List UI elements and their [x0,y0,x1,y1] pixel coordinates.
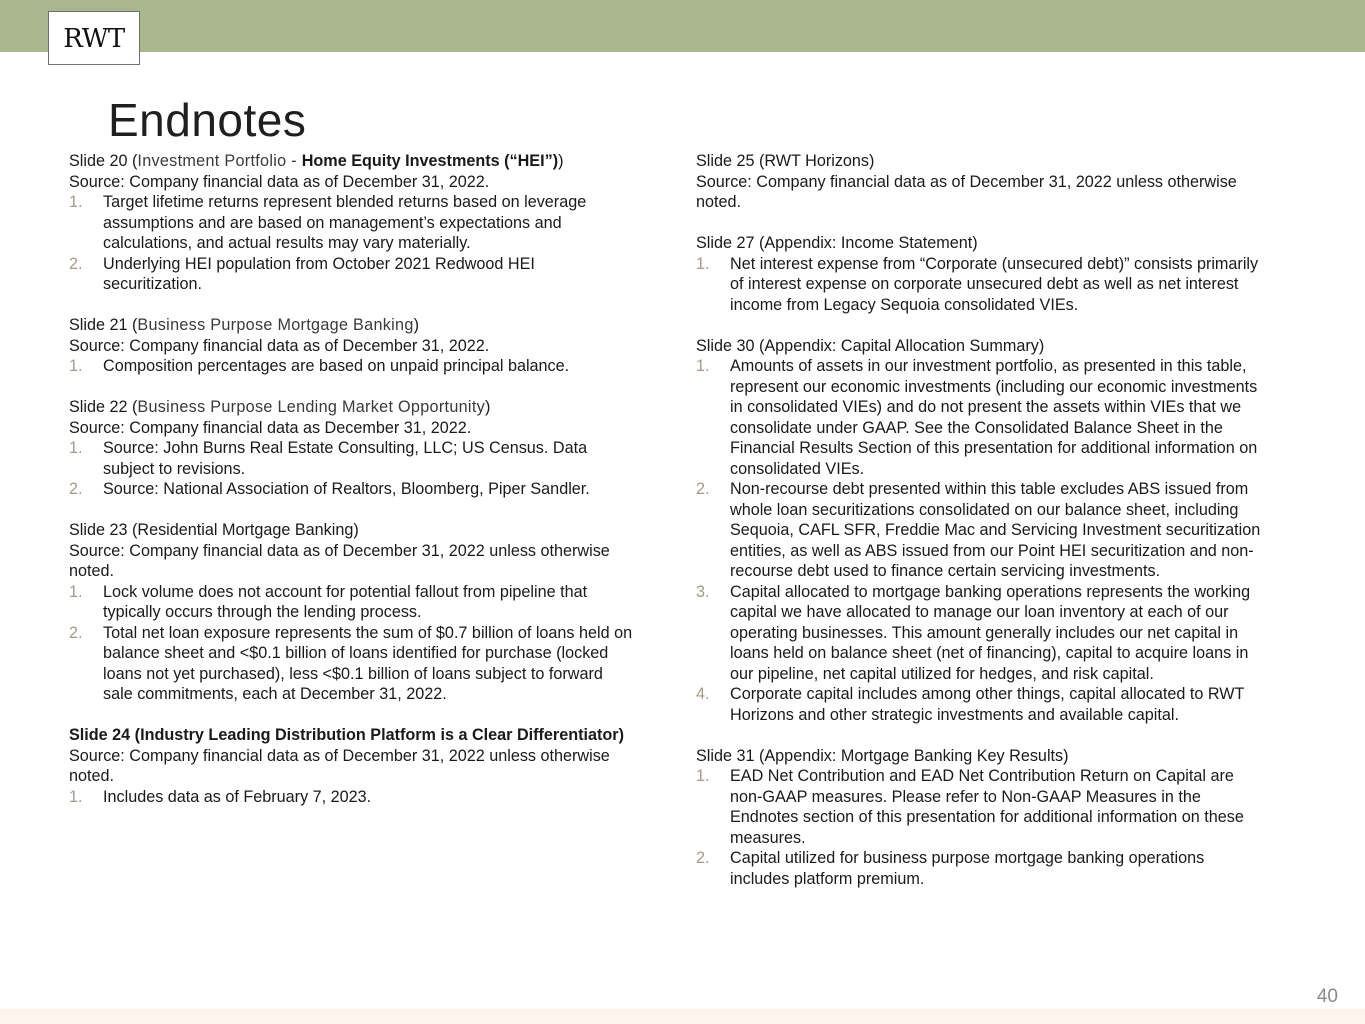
close-paren: ) [485,398,491,416]
note-number: 1. [69,357,83,375]
note-line: Horizons and other strategic investments and available capital. [730,705,1179,724]
notes-list [69,356,669,377]
note-line: operating businesses. This amount generally includes our net capital in [730,623,1239,642]
note-line: Target lifetime returns represent blended returns based on leverage [103,193,587,211]
endnote-slide-27 [696,233,1296,315]
note-line: Source: National Association of Realtors, Bloomberg, Piper Sandler. [103,480,590,498]
note-item [696,766,1296,848]
note-line: Sequoia, CAFL SFR, Freddie Mac and Servicing Investment securitization [730,521,1261,539]
note-line: Non-recourse debt presented within this table excludes ABS issued from [730,480,1249,498]
note-item [69,438,669,479]
note-number: 1. [696,254,710,273]
page-title: Endnotes [108,94,307,146]
note-line: our pipeline, net capital utilized for hedges, and risk capital. [730,664,1154,683]
note-line: balance sheet and <$0.1 billion of loans identified for purchase (locked [103,644,609,662]
note-line: non-GAAP measures. Please refer to Non-GAAP Measures in the [730,787,1201,806]
note-line: Net interest expense from “Corporate (unsecured debt)” consists primarily [730,254,1259,273]
slide-title-bold: Home Equity Investments (“HEI”) [301,152,559,170]
source-line: Source: Company financial data as of December 31, 2022. [69,172,490,191]
note-number: 2. [69,480,83,498]
slide-number: Slide 21 ( [69,316,138,334]
section-heading: Slide 24 (Industry Leading Distribution Platform is a Clear Differentiator) [69,726,624,744]
slide-number: Slide 22 ( [69,398,138,416]
notes-list [696,254,1296,316]
note-line: entities, as well as ABS issued from our Point HEI securitization and non- [730,541,1254,560]
slide-number: Slide 20 ( [69,152,138,170]
source-line: noted. [69,562,115,580]
note-line: Corporate capital includes among other things, capital allocated to RWT [730,685,1245,703]
note-item [69,192,669,254]
note-line: Source: John Burns Real Estate Consulting, LLC; US Census. Data [103,439,588,457]
page-number: 40 [1316,986,1338,1007]
note-number: 2. [696,480,710,498]
note-line: assumptions and are based on management’s expectations and [103,213,562,232]
note-item [69,623,669,705]
note-line: consolidated VIEs. [730,459,865,478]
header-band [0,0,1365,52]
note-item [69,582,669,623]
notes-list [696,766,1296,889]
note-line: subject to revisions. [103,459,246,478]
note-number: 1. [69,787,83,806]
company-logo [48,11,140,65]
note-line: Composition percentages are based on unpaid principal balance. [103,357,570,375]
note-number: 2. [69,623,83,642]
note-line: Capital allocated to mortgage banking operations represents the working [730,582,1251,601]
endnote-slide-24 [69,725,669,807]
note-number: 1. [69,439,83,457]
endnotes-right-column [696,151,1296,910]
notes-list [69,438,669,500]
note-line: securitization. [103,275,202,293]
close-paren: ) [413,316,420,334]
note-item [696,684,1296,725]
note-line: loans held on balance sheet (net of financing), capital to acquire loans in [730,644,1249,662]
note-line: measures. [730,828,806,847]
note-line: EAD Net Contribution and EAD Net Contribution Return on Capital are [730,767,1234,785]
notes-list [69,582,669,705]
endnote-slide-31 [696,746,1296,890]
note-number: 1. [69,193,83,211]
section-heading: Slide 23 (Residential Mortgage Banking) [69,521,359,539]
notes-list [696,356,1296,725]
note-line: Endnotes section of this presentation for additional information on these [730,808,1244,826]
note-line: Includes data as of February 7, 2023. [103,787,372,806]
note-line: Lock volume does not account for potential fallout from pipeline that [103,582,588,601]
notes-list [69,787,669,808]
source-line: Source: Company financial data as of December 31, 2022 unless otherwise [69,746,610,765]
note-line: consolidate under GAAP. See the Consolidated Balance Sheet in the [730,418,1223,437]
note-item [696,254,1296,316]
source-line: Source: Company financial data as of December 31, 2022 unless otherwise [696,172,1237,191]
note-number: 4. [696,685,710,703]
note-number: 2. [696,849,710,867]
note-line: capital we have allocated to manage our loan inventory at each of our [730,603,1229,621]
section-heading: Slide 25 (RWT Horizons) [696,152,875,170]
note-line: of interest expense on corporate unsecured debt as well as net interest [730,275,1239,293]
endnote-slide-21 [69,315,669,377]
note-line: income from Legacy Sequoia consolidated VIEs. [730,295,1079,314]
note-item [696,479,1296,582]
endnotes-left-column [69,151,669,828]
note-item [696,356,1296,479]
note-line: Capital utilized for business purpose mortgage banking operations [730,849,1205,867]
note-line: in consolidated VIEs) and do not present the assets within VIEs that we [730,398,1242,416]
source-line: Source: Company financial data as of December 31, 2022 unless otherwise [69,541,610,560]
note-line: includes platform premium. [730,869,925,888]
note-line: sale commitments, each at December 31, 2022. [103,685,447,703]
note-item [69,479,669,500]
note-line: Underlying HEI population from October 2021 Redwood HEI [103,254,535,273]
note-line: calculations, and actual results may vary materially. [103,234,471,252]
section-heading [69,397,669,418]
note-line: Total net loan exposure represents the sum of $0.7 billion of loans held on [103,623,633,642]
note-number: 1. [696,357,710,375]
logo-text: RWT [63,24,125,54]
section-heading [69,315,669,336]
note-line: represent our economic investments (including our economic investments [730,377,1258,396]
note-line: loans not yet purchased), less <$0.1 billion of loans subject to forward [103,664,603,683]
section-heading [69,151,669,172]
note-line: Amounts of assets in our investment portfolio, as presented in this table, [730,357,1247,375]
note-line: recourse debt used to finance certain servicing investments. [730,562,1161,580]
note-line: typically occurs through the lending process. [103,603,422,621]
endnote-slide-25 [696,151,1296,213]
source-line: noted. [696,193,742,211]
section-heading: Slide 31 (Appendix: Mortgage Banking Key Results) [696,746,1069,765]
source-line: Source: Company financial data as of December 31, 2022. [69,336,490,355]
note-number: 1. [696,767,710,785]
source-line: noted. [69,767,115,785]
note-number: 2. [69,254,83,273]
note-item [69,254,669,295]
section-heading: Slide 30 (Appendix: Capital Allocation Summary) [696,336,1045,355]
note-number: 1. [69,582,83,601]
section-heading: Slide 27 (Appendix: Income Statement) [696,234,978,252]
endnote-slide-23 [69,520,669,705]
slide-title: Business Purpose Lending Market Opportunity [137,398,486,416]
note-line: Financial Results Section of this presentation for additional information on [730,439,1258,457]
note-line: whole loan securitizations consolidated on our balance sheet, including [730,500,1239,519]
note-item [69,787,669,808]
slide-title: Business Purpose Mortgage Banking [137,316,414,334]
note-item [69,356,669,377]
close-paren: ) [558,152,564,170]
source-line: Source: Company financial data as December 31, 2022. [69,418,472,437]
endnote-slide-30 [696,336,1296,726]
note-item [696,848,1296,889]
slide-title: Investment Portfolio - [137,152,302,170]
endnote-slide-22 [69,397,669,500]
endnote-slide-20 [69,151,669,295]
note-item [696,582,1296,685]
notes-list [69,192,669,295]
note-number: 3. [696,582,710,601]
footer-band [0,1009,1365,1024]
